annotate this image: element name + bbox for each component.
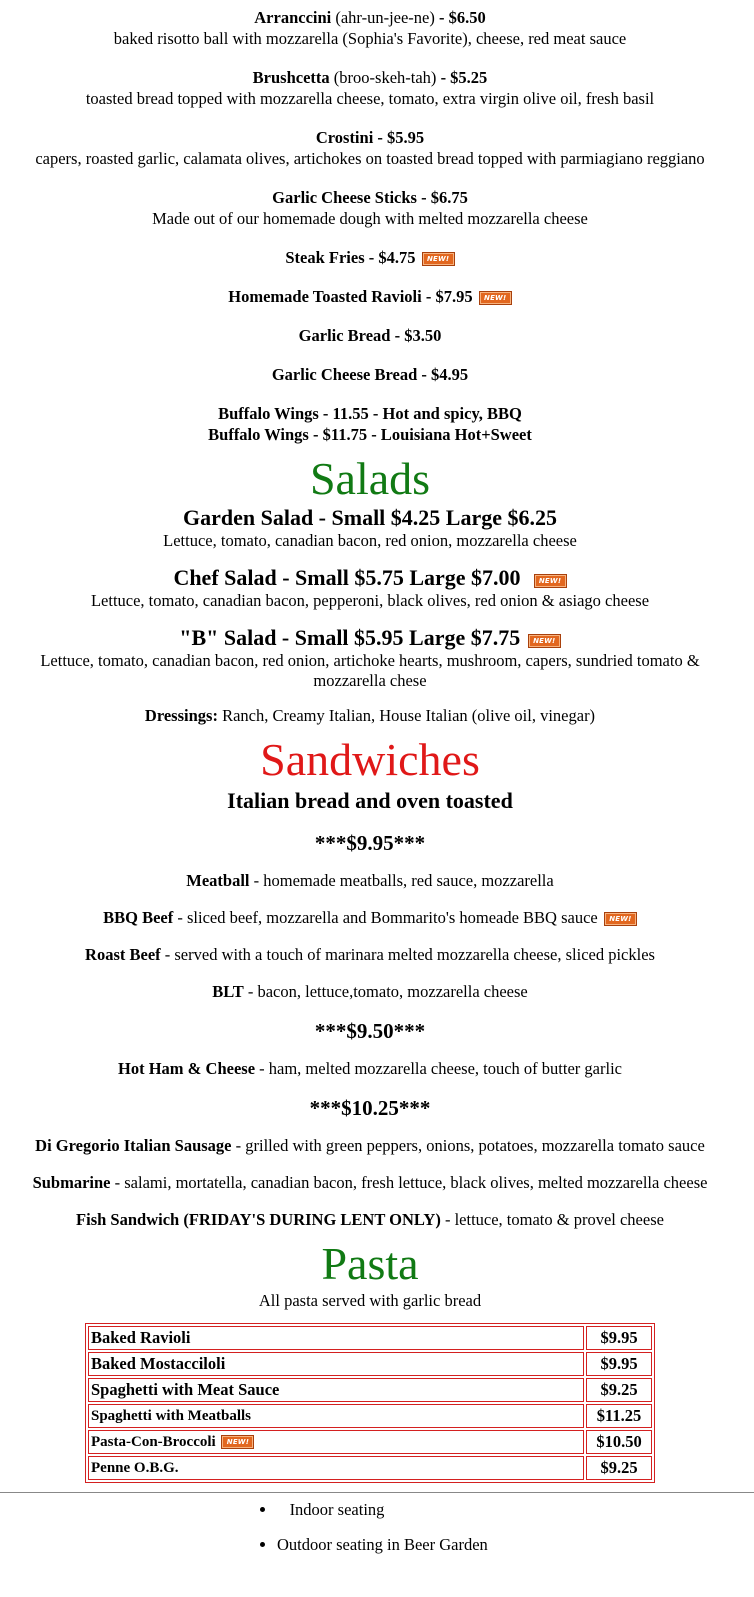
section-title-pasta: Pasta — [321, 1238, 419, 1289]
salad-description: Lettuce, tomato, canadian bacon, pepperoni, black olives, red onion & asiago cheese — [90, 591, 650, 610]
wings-line-2: Buffalo Wings - $11.75 - Louisiana Hot+Sweet — [208, 425, 532, 444]
list-item — [277, 1534, 754, 1555]
menu-item-arranccini — [0, 7, 740, 49]
wings-line-1: Buffalo Wings - 11.55 - Hot and spicy, BBQ — [218, 404, 522, 423]
item-pronunciation: (broo-skeh-tah) — [333, 68, 437, 87]
pasta-name: Spaghetti with Meatballs — [88, 1404, 584, 1428]
item-name: BBQ Beef — [103, 908, 174, 927]
pasta-price: $10.50 — [586, 1430, 652, 1454]
salad-name-b — [0, 625, 740, 651]
salad-name: "B" Salad - Small $5.95 Large $7.75 — [179, 625, 521, 650]
sandwich-item — [0, 1058, 740, 1079]
item-description: toasted bread topped with mozzarella cheese, tomato, extra virgin olive oil, fresh basil — [85, 89, 655, 108]
pasta-name: Baked Mostacciloli — [88, 1352, 584, 1376]
menu-item-buffalo-wings — [0, 403, 740, 445]
pasta-price: $9.25 — [586, 1378, 652, 1402]
table-row — [88, 1430, 652, 1454]
item-description: - homemade meatballs, red sauce, mozzarella — [253, 871, 554, 890]
item-name: Brushcetta — [252, 68, 330, 87]
list-item — [277, 1499, 754, 1520]
amenity-text: Indoor seating — [289, 1500, 385, 1519]
item-description: capers, roasted garlic, calamata olives, artichokes on toasted bread topped with parmiagiano reggiano — [35, 149, 705, 168]
salad-description: Lettuce, tomato, canadian bacon, red onion, artichoke hearts, mushroom, capers, sundried tomato & mozzarella chese — [40, 651, 700, 690]
table-row — [88, 1326, 652, 1350]
pasta-name: Penne O.B.G. — [88, 1456, 584, 1480]
item-description: baked risotto ball with mozzarella (Sophia's Favorite), cheese, red meat sauce — [113, 29, 627, 48]
pasta-subtitle: All pasta served with garlic bread — [258, 1291, 482, 1310]
item-name: Crostini - $5.95 — [315, 128, 425, 147]
salad-name: Garden Salad - Small $4.25 Large $6.25 — [182, 505, 557, 530]
sandwich-item — [0, 1172, 740, 1193]
sandwich-price-group: ***$10.25*** — [309, 1096, 431, 1120]
menu-item-crostini — [0, 127, 740, 169]
salad-name: Chef Salad - Small $5.75 Large $7.00 — [173, 565, 521, 590]
new-badge-icon: NEW! — [604, 912, 637, 926]
sandwich-item — [0, 1209, 740, 1230]
sandwich-item — [0, 870, 740, 891]
pasta-name: Pasta-Con-Broccoli — [91, 1433, 216, 1450]
menu-item-steak-fries — [0, 247, 740, 268]
dressings-list: Ranch, Creamy Italian, House Italian (olive oil, vinegar) — [222, 706, 596, 725]
table-row — [88, 1352, 652, 1376]
item-name: Meatball — [186, 871, 250, 890]
item-name: Arranccini — [254, 8, 332, 27]
amenity-text: Outdoor seating in Beer Garden — [277, 1535, 488, 1554]
item-description: - salami, mortatella, canadian bacon, fresh lettuce, black olives, melted mozzarella cheese — [114, 1173, 708, 1192]
item-price: - $6.50 — [439, 8, 486, 27]
section-title-salads: Salads — [309, 453, 431, 504]
pasta-price: $9.95 — [586, 1352, 652, 1376]
pasta-price: $9.95 — [586, 1326, 652, 1350]
menu-item-garlic-cheese-sticks — [0, 187, 740, 229]
menu-item-garlic-bread — [0, 325, 740, 346]
pasta-table — [85, 1323, 655, 1483]
item-price: - $5.25 — [440, 68, 488, 87]
item-description: - sliced beef, mozzarella and Bommarito's homeade BBQ sauce — [177, 908, 598, 927]
item-description: - bacon, lettuce,tomato, mozzarella cheese — [247, 982, 528, 1001]
item-name: Garlic Cheese Bread - $4.95 — [271, 365, 469, 384]
table-row — [88, 1404, 652, 1428]
item-name: BLT — [212, 982, 244, 1001]
amenities-list — [0, 1499, 754, 1555]
new-badge-icon: NEW! — [479, 291, 512, 305]
pasta-name: Spaghetti with Meat Sauce — [88, 1378, 584, 1402]
section-title-sandwiches: Sandwiches — [260, 734, 480, 785]
item-description: - lettuce, tomato & provel cheese — [444, 1210, 664, 1229]
item-name: Steak Fries - $4.75 — [285, 248, 416, 267]
item-name: Di Gregorio Italian Sausage — [35, 1136, 232, 1155]
pasta-price: $9.25 — [586, 1456, 652, 1480]
item-name: Hot Ham & Cheese — [118, 1059, 256, 1078]
item-name: Garlic Cheese Sticks - $6.75 — [272, 188, 468, 207]
item-description: - grilled with green peppers, onions, potatoes, mozzarella tomato sauce — [235, 1136, 705, 1155]
item-name: Roast Beef — [85, 945, 161, 964]
item-description: - ham, melted mozzarella cheese, touch of butter garlic — [259, 1059, 622, 1078]
salad-name-chef — [0, 565, 740, 591]
item-name: Homemade Toasted Ravioli - $7.95 — [228, 287, 473, 306]
pasta-name-cell — [88, 1430, 584, 1454]
divider — [0, 1492, 754, 1493]
table-row — [88, 1456, 652, 1480]
salad-description: Lettuce, tomato, canadian bacon, red onion, mozzarella cheese — [163, 531, 577, 550]
item-description: - served with a touch of marinara melted mozzarella cheese, sliced pickles — [164, 945, 655, 964]
item-name: Fish Sandwich (FRIDAY'S DURING LENT ONLY) — [76, 1210, 441, 1229]
new-badge-icon: NEW! — [534, 574, 567, 588]
item-name: Submarine — [32, 1173, 111, 1192]
new-badge-icon: NEW! — [528, 634, 561, 648]
sandwich-item — [0, 981, 740, 1002]
sandwich-item — [0, 944, 740, 965]
dressings-line — [0, 705, 740, 726]
sandwiches-subtitle: Italian bread and oven toasted — [227, 788, 513, 813]
new-badge-icon: NEW! — [221, 1435, 254, 1449]
dressings-label: Dressings: — [144, 706, 218, 725]
menu-item-brushcetta — [0, 67, 740, 109]
sandwich-item — [0, 1135, 740, 1156]
table-row — [88, 1378, 652, 1402]
sandwich-price-group: ***$9.50*** — [314, 1019, 426, 1043]
item-description: Made out of our homemade dough with melted mozzarella cheese — [152, 209, 588, 228]
menu-item-garlic-cheese-bread — [0, 364, 740, 385]
pasta-price: $11.25 — [586, 1404, 652, 1428]
sandwich-price-group: ***$9.95*** — [314, 831, 426, 855]
new-badge-icon: NEW! — [422, 252, 455, 266]
menu-item-toasted-ravioli — [0, 286, 740, 307]
sandwich-item — [0, 907, 740, 928]
pasta-name: Baked Ravioli — [88, 1326, 584, 1350]
item-name: Garlic Bread - $3.50 — [298, 326, 442, 345]
item-pronunciation: (ahr-un-jee-ne) — [335, 8, 435, 27]
